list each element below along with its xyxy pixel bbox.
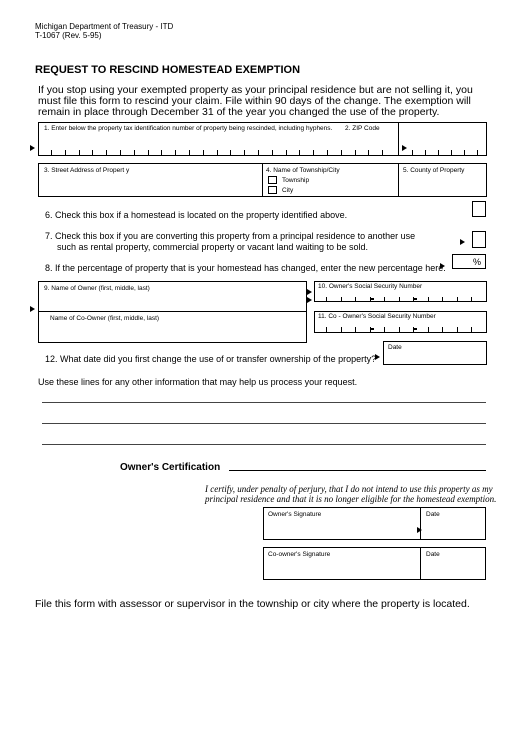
digit-tick [412,150,413,155]
digit-tick [189,150,190,155]
digit-tick [272,150,273,155]
digit-tick [355,150,356,155]
digit-tick [326,327,327,332]
certification-rule [229,470,486,471]
co-owner-signature-label: Co-owner's Signature [268,551,331,558]
other-info-line[interactable] [42,444,486,445]
township-city-label: 4. Name of Township/City [266,167,340,174]
other-info-line[interactable] [42,423,486,424]
divider [398,163,399,197]
agency-name: Michigan Department of Treasury - ITD [35,22,174,31]
digit-tick [51,150,52,155]
owner-signature-date-label: Date [426,511,440,518]
digit-tick [106,150,107,155]
divider [38,311,307,312]
digit-tick [457,297,458,302]
divider [420,547,421,580]
pointer-arrow-icon [440,263,445,269]
owner-ssn-label: 10. Owner's Social Security Number [318,283,423,290]
digit-tick [313,150,314,155]
digit-tick [79,150,80,155]
percent-sign: % [473,257,482,267]
ssn-hyphen-mark [413,298,417,300]
change-date-label: Date [388,344,402,351]
form-id: T-1067 (Rev. 5-95) [35,31,102,40]
digit-tick [65,150,66,155]
co-owner-ssn-label: 11. Co - Owner's Social Security Number [318,313,436,320]
digit-tick [230,150,231,155]
digit-tick [161,150,162,155]
street-address-label: 3. Street Address of Propert y [44,167,130,174]
homestead-checkbox[interactable] [472,201,486,217]
footer-instruction: File this form with assessor or supervisor in the township or city where the property is located. [35,598,470,610]
digit-tick [442,297,443,302]
other-info-instruction: Use these lines for any other information that may help us process your request. [38,377,358,387]
digit-tick [428,297,429,302]
digit-tick [327,150,328,155]
digit-tick [244,150,245,155]
parcel-number-label: 1. Enter below the property tax identification number of property being rescinded, including hyphens. [44,125,333,132]
digit-tick [258,150,259,155]
digit-tick [134,150,135,155]
digit-tick [203,150,204,155]
digit-tick [341,150,342,155]
digit-tick [457,327,458,332]
pointer-arrow-icon [460,239,465,245]
divider [398,122,399,156]
digit-tick [368,150,369,155]
digit-tick [399,297,400,302]
pointer-arrow-icon [307,297,312,303]
digit-tick [286,150,287,155]
question-12: 12. What date did you first change the use of or transfer ownership of the property? [45,354,377,364]
digit-tick [326,297,327,302]
digit-tick [438,150,439,155]
township-option-label: Township [282,177,310,184]
digit-tick [464,150,465,155]
ssn-hyphen-mark [413,328,417,330]
digit-tick [471,297,472,302]
city-option-label: City [282,187,294,194]
digit-tick [355,297,356,302]
digit-tick [355,327,356,332]
digit-tick [175,150,176,155]
digit-tick [384,327,385,332]
question-6: 6. Check this box if a homestead is located on the property identified above. [45,210,348,220]
digit-tick [382,150,383,155]
county-label: 5. County of Property [403,167,465,174]
digit-tick [299,150,300,155]
owner-name-label: 9. Name of Owner (first, middle, last) [44,285,150,292]
conversion-checkbox[interactable] [472,231,486,248]
form-title: REQUEST TO RESCIND HOMESTEAD EXEMPTION [35,64,301,76]
ssn-hyphen-mark [370,328,374,330]
digit-tick [120,150,121,155]
question-7-line2: such as rental property, commercial property or vacant land waiting to be sold. [57,242,368,252]
certification-heading: Owner's Certification [120,462,221,473]
digit-tick [451,150,452,155]
digit-tick [428,327,429,332]
other-info-line[interactable] [42,402,486,403]
question-7-line1: 7. Check this box if you are converting this property from a principal residence to another use [45,231,416,241]
digit-tick [92,150,93,155]
pointer-arrow-icon [30,145,35,151]
pointer-arrow-icon [402,145,407,151]
digit-tick [442,327,443,332]
pointer-arrow-icon [417,527,422,533]
ssn-hyphen-mark [370,298,374,300]
digit-tick [471,327,472,332]
digit-tick [341,297,342,302]
co-owner-name-label: Name of Co-Owner (first, middle, last) [50,315,160,322]
certification-statement-line2: principal residence and that it is no longer eligible for the homestead exemption. [205,494,497,504]
pointer-arrow-icon [30,306,35,312]
owner-signature-label: Owner's Signature [268,511,322,518]
digit-tick [384,297,385,302]
zip-code-label: 2. ZIP Code [345,125,380,132]
digit-tick [341,327,342,332]
digit-tick [399,327,400,332]
pointer-arrow-icon [375,354,380,360]
pointer-arrow-icon [307,289,312,295]
digit-tick [217,150,218,155]
township-checkbox[interactable] [268,176,277,184]
intro-paragraph: If you stop using your exempted property as your principal residence but are not selling it, you must file this form to rescind your claim. File within 90 days of the change. The exemption will remain in place through December 31 of the year you changed the use of the property. [38,84,473,118]
co-owner-signature-date-label: Date [426,551,440,558]
digit-tick [477,150,478,155]
divider [420,507,421,540]
digit-tick [425,150,426,155]
question-8: 8. If the percentage of property that is your homestead has changed, enter the new percentage here. [45,263,446,273]
city-checkbox[interactable] [268,186,277,194]
divider [262,163,263,197]
digit-tick [148,150,149,155]
certification-statement-line1: I certify, under penalty of perjury, that I do not intend to use this property as my [205,484,493,494]
